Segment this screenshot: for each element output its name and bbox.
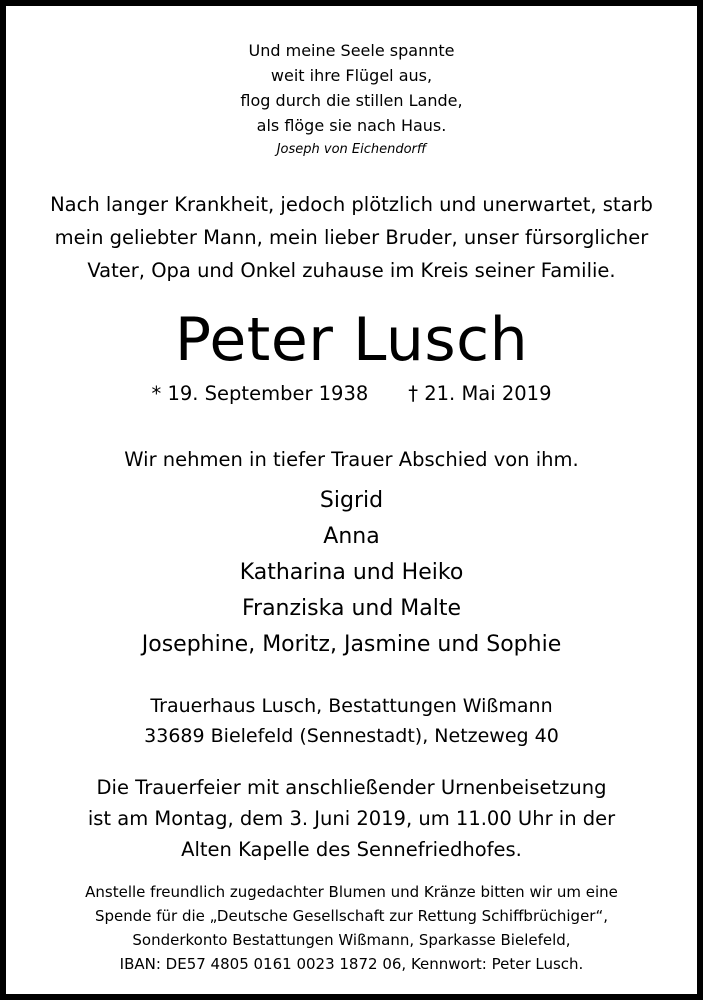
mourner-name: Katharina und Heiko [239,560,464,585]
poem-line: als flöge sie nach Haus. [256,116,447,135]
undertaker-address [6,691,697,751]
intro-line: Vater, Opa und Onkel zuhause im Kreis seiner Familie. [87,259,616,282]
address-line: 33689 Bielefeld (Sennestadt), Netzeweg 40 [144,725,559,747]
donation-line: IBAN: DE57 4805 0161 0023 1872 06, Kennwort: Peter Lusch. [119,955,584,973]
intro-line: Nach langer Krankheit, jedoch plötzlich und unerwartet, starb [50,193,653,216]
funeral-service-info [6,772,697,865]
intro-text [26,188,677,287]
poem-line: flog durch die stillen Lande, [240,91,463,110]
farewell-text: Wir nehmen in tiefer Trauer Abschied von ihm. [124,448,579,471]
service-line: ist am Montag, dem 3. Juni 2019, um 11.00 Uhr in der [87,807,616,830]
donation-line: Anstelle freundlich zugedachter Blumen und Kränze bitten wir um eine [85,883,618,901]
mourners-list [6,483,697,663]
poem-line: weit ihre Flügel aus, [270,66,433,85]
address-line: Trauerhaus Lusch, Bestattungen Wißmann [150,695,553,717]
poem-line: Und meine Seele spannte [248,41,455,60]
birth-date: * 19. September 1938 [151,382,369,405]
deceased-name: Peter Lusch [174,305,529,375]
mourner-name: Franziska und Malte [241,596,462,621]
mourner-name: Anna [323,524,380,549]
poem [6,38,697,138]
donation-line: Spende für die „Deutsche Gesellschaft zur Rettung Schiffbrüchiger“, [94,907,609,925]
death-date: † 21. Mai 2019 [408,382,552,405]
mourner-name: Josephine, Moritz, Jasmine und Sophie [141,632,562,657]
service-line: Alten Kapelle des Sennefriedhofes. [181,838,522,861]
donation-line: Sonderkonto Bestattungen Wißmann, Sparkasse Bielefeld, [132,931,571,949]
poem-author: Joseph von Eichendorff [276,142,427,157]
service-line: Die Trauerfeier mit anschließender Urnenbeisetzung [96,776,607,799]
donation-request [6,880,697,976]
life-dates [6,380,697,408]
intro-line: mein geliebter Mann, mein lieber Bruder, unser fürsorglicher [54,226,649,249]
mourner-name: Sigrid [319,488,384,513]
